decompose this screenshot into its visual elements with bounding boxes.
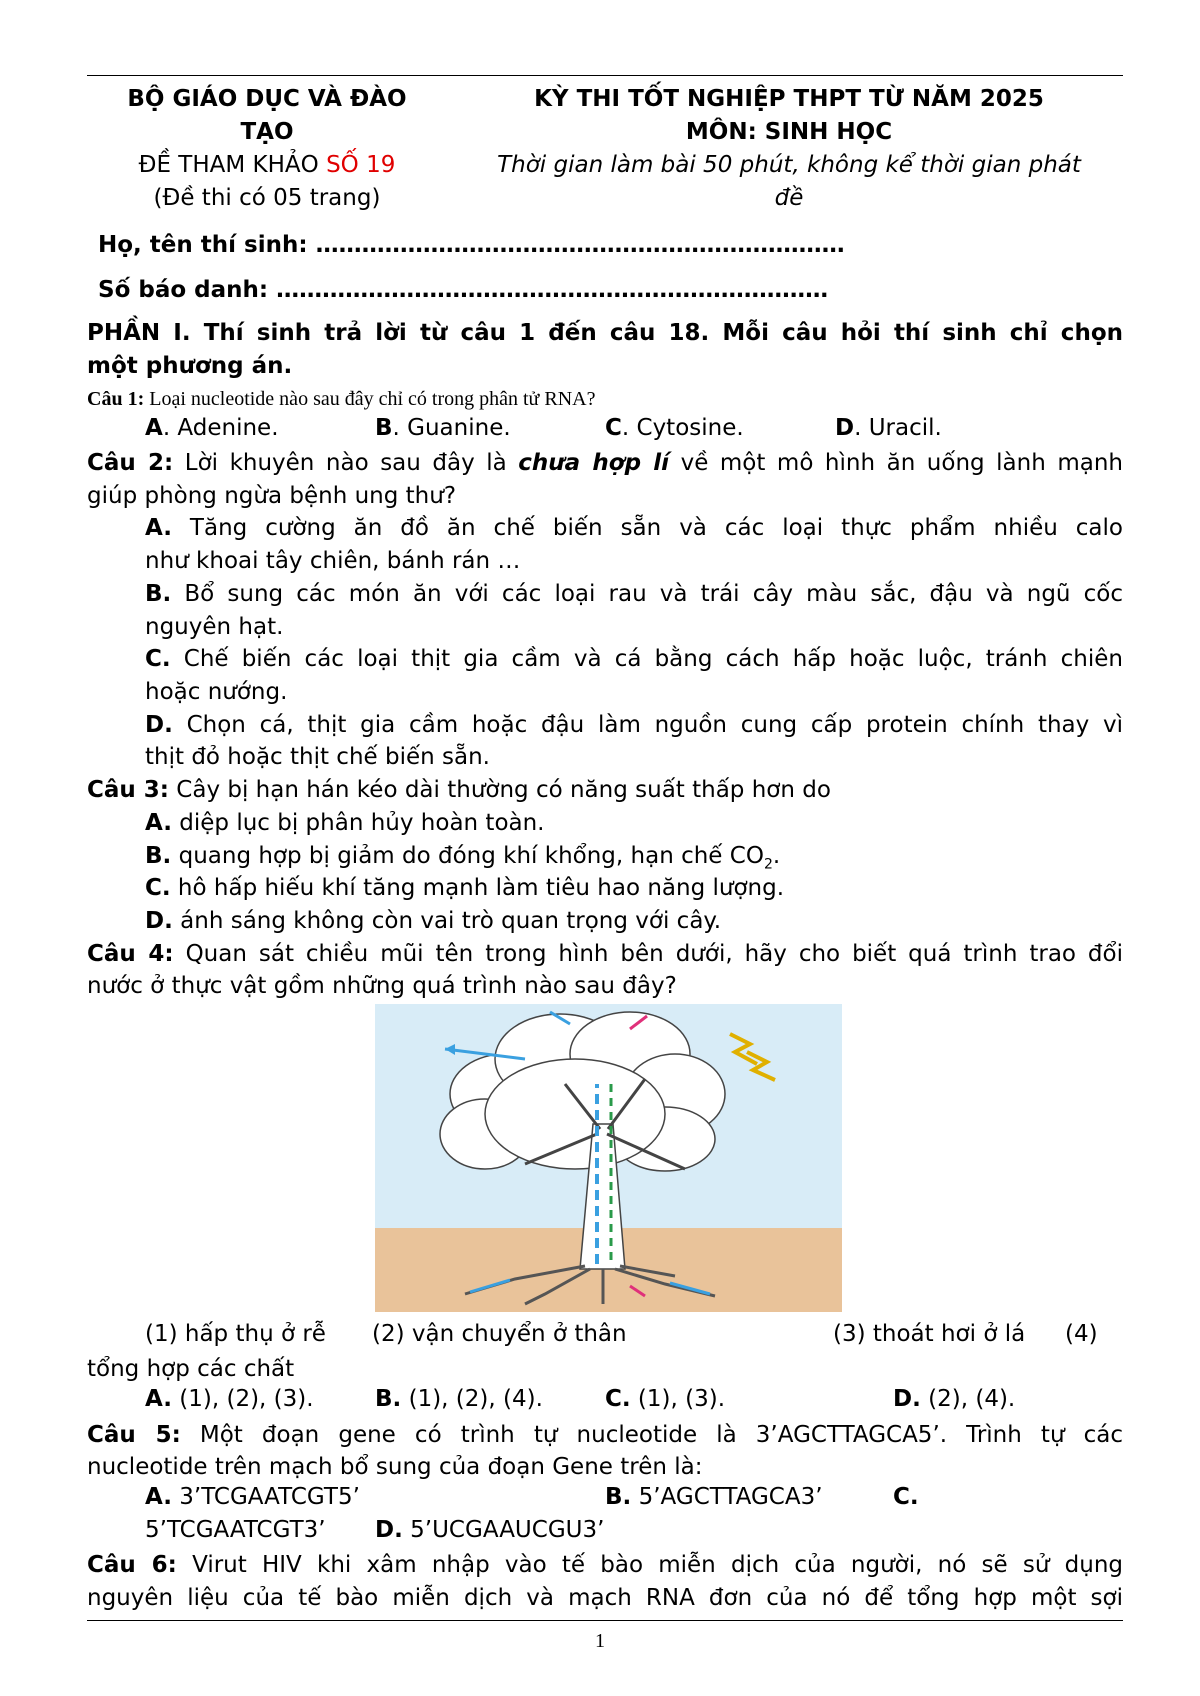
q4-process-1: (1) hấp thụ ở rễ xyxy=(145,1321,326,1347)
q2-option-d-line1 xyxy=(145,709,1123,742)
q5-option-c-letter: C. xyxy=(893,1484,919,1510)
question-2-line1 xyxy=(87,447,1123,480)
part1-heading-line1: PHẦN I. Thí sinh trả lời từ câu 1 đến câu 18. Mỗi câu hỏi thí sinh chỉ chọn xyxy=(87,320,1123,346)
candidate-id-field xyxy=(98,277,828,303)
q2-label: Câu 2: xyxy=(87,450,174,476)
question-6-line2: nguyên liệu của tế bào miễn dịch và mạch RNA đơn của nó để tổng hợp một sợi xyxy=(87,1585,1123,1611)
q2-d-letter: D. xyxy=(145,712,173,738)
q1-option-b xyxy=(375,415,511,441)
q5-b-text: 5’AGCTTAGCA3’ xyxy=(631,1484,823,1510)
q5-option-d xyxy=(375,1517,604,1543)
q4-b-letter: B. xyxy=(375,1386,402,1412)
q5-label: Câu 5: xyxy=(87,1422,181,1448)
question-2-line2: giúp phòng ngừa bệnh ung thư? xyxy=(87,483,457,509)
q1-b-text: . Guanine. xyxy=(392,415,511,441)
q3-d-letter: D. xyxy=(145,908,173,934)
q5-option-a xyxy=(145,1484,360,1510)
q3-option-d xyxy=(145,905,1123,938)
exam-code-prefix: ĐỀ THAM KHẢO xyxy=(138,152,327,178)
q1-option-a xyxy=(145,415,279,441)
candidate-name-label: Họ, tên thí sinh: xyxy=(98,232,316,258)
q3-b-subscript: 2 xyxy=(763,856,773,873)
q3-b-text: quang hợp bị giảm do đóng khí khổng, hạn chế CO xyxy=(171,843,764,869)
candidate-name-dots: …………………………………………………………… xyxy=(315,232,845,258)
q1-a-letter: A xyxy=(145,415,163,441)
q2-option-a-line2: như khoai tây chiên, bánh rán … xyxy=(145,548,521,574)
part1-heading-line2: một phương án. xyxy=(87,353,293,379)
q2-b-letter: B. xyxy=(145,581,172,607)
q5-d-text: 5’UCGAAUCGU3’ xyxy=(402,1517,605,1543)
q2-option-b-line2: nguyên hạt. xyxy=(145,614,284,640)
time-note-line1: Thời gian làm bài 50 phút, không kể thời gian phát xyxy=(497,152,1081,178)
top-rule xyxy=(87,75,1123,76)
q5-option-c-text: 5’TCGAATCGT3’ xyxy=(145,1517,326,1543)
q4-c-letter: C. xyxy=(605,1386,631,1412)
q2-option-c-line1 xyxy=(145,643,1123,676)
q1-a-text: . Adenine. xyxy=(162,415,279,441)
exam-title: KỲ THI TỐT NGHIỆP THPT TỪ NĂM 2025 xyxy=(534,86,1044,112)
q1-c-letter: C xyxy=(605,415,622,441)
q6-text: Virut HIV khi xâm nhập vào tế bào miễn dịch của người, nó sẽ sử dụng xyxy=(176,1552,1123,1578)
q4-a-letter: A. xyxy=(145,1386,172,1412)
q2-d-text: Chọn cá, thịt gia cầm hoặc đậu làm nguồn cung cấp protein chính thay vì xyxy=(172,712,1123,738)
candidate-id-label: Số báo danh: xyxy=(98,277,277,303)
bottom-rule xyxy=(87,1620,1123,1621)
q3-option-c xyxy=(145,872,1123,905)
q1-d-letter: D xyxy=(835,415,855,441)
q3-c-text: hô hấp hiếu khí tăng mạnh làm tiêu hao năng lượng. xyxy=(170,875,785,901)
q2-c-text: Chế biến các loại thịt gia cầm và cá bằng cách hấp hoặc luộc, tránh chiên xyxy=(170,646,1123,672)
q3-a-letter: A. xyxy=(145,810,172,836)
tree-water-exchange-illustration xyxy=(375,1004,842,1312)
q3-b-end: . xyxy=(772,843,781,869)
q1-label: Câu 1: xyxy=(87,388,145,410)
q5-d-letter: D. xyxy=(375,1517,403,1543)
q3-d-text: ánh sáng không còn vai trò quan trọng với cây. xyxy=(172,908,722,934)
q4-process-4-text: tổng hợp các chất xyxy=(87,1356,295,1382)
q4-label: Câu 4: xyxy=(87,941,174,967)
q3-c-letter: C. xyxy=(145,875,171,901)
q1-option-d xyxy=(835,415,942,441)
q2-b-text: Bổ sung các món ăn với các loại rau và trái cây màu sắc, đậu và ngũ cốc xyxy=(171,581,1123,607)
candidate-name-field xyxy=(98,232,845,258)
q1-b-letter: B xyxy=(375,415,393,441)
q1-text: Loại nucleotide nào sau đây chỉ có trong phân tử RNA? xyxy=(144,388,596,410)
question-4-line1 xyxy=(87,938,1123,971)
q5-b-letter: B. xyxy=(605,1484,632,1510)
question-3 xyxy=(87,774,1123,807)
q3-b-letter: B. xyxy=(145,843,172,869)
q5-a-text: 3’TCGAATCGT5’ xyxy=(171,1484,360,1510)
q4-c-text: (1), (3). xyxy=(630,1386,726,1412)
q4-a-text: (1), (2), (3). xyxy=(171,1386,314,1412)
time-note-line2: đề xyxy=(774,185,804,211)
q2-option-d-line2: thịt đỏ hoặc thịt chế biến sẵn. xyxy=(145,744,490,770)
ministry-name-line1: BỘ GIÁO DỤC VÀ ĐÀO xyxy=(127,86,407,112)
question-5-line1 xyxy=(87,1419,1123,1452)
q4-option-c xyxy=(605,1386,725,1412)
q4-d-letter: D. xyxy=(893,1386,921,1412)
q2-a-letter: A. xyxy=(145,515,172,541)
q3-option-a xyxy=(145,807,1123,840)
exam-code xyxy=(87,152,447,178)
q5-option-b xyxy=(605,1484,823,1510)
q2-option-c-line2: hoặc nướng. xyxy=(145,679,288,705)
q1-d-text: . Uracil. xyxy=(854,415,942,441)
q4-process-3: (3) thoát hơi ở lá xyxy=(833,1321,1026,1347)
page-count-note: (Đề thi có 05 trang) xyxy=(153,185,381,211)
q3-a-text: diệp lục bị phân hủy hoàn toàn. xyxy=(171,810,545,836)
page-number: 1 xyxy=(595,1630,605,1652)
q2-c-letter: C. xyxy=(145,646,171,672)
q2-emphasis: chưa hợp lí xyxy=(518,450,670,476)
q4-process-4: (4) xyxy=(1065,1321,1098,1347)
q4-text: Quan sát chiều mũi tên trong hình bên dưới, hãy cho biết quá trình trao đổi xyxy=(173,941,1123,967)
question-1 xyxy=(87,383,1123,416)
q2-text-pre: Lời khuyên nào sau đây là xyxy=(173,450,519,476)
q2-text-post: về một mô hình ăn uống lành mạnh xyxy=(669,450,1123,476)
candidate-id-dots: ……………………………………………………………… xyxy=(276,277,829,303)
q4-d-text: (2), (4). xyxy=(920,1386,1016,1412)
q4-process-2: (2) vận chuyển ở thân xyxy=(372,1321,627,1347)
ministry-name-line2: TẠO xyxy=(240,119,294,145)
question-5-line2: nucleotide trên mạch bổ sung của đoạn Gene trên là: xyxy=(87,1454,703,1480)
q1-c-text: . Cytosine. xyxy=(621,415,744,441)
q3-text: Cây bị hạn hán kéo dài thường có năng suất thấp hơn do xyxy=(168,777,831,803)
q2-option-a-line1 xyxy=(145,512,1123,545)
q5-text: Một đoạn gene có trình tự nucleotide là 3’AGCTTAGCA5’. Trình tự các xyxy=(180,1422,1124,1448)
q1-option-c xyxy=(605,415,744,441)
q3-label: Câu 3: xyxy=(87,777,169,803)
q4-option-b xyxy=(375,1386,543,1412)
q2-a-text: Tăng cường ăn đồ ăn chế biến sẵn và các loại thực phẩm nhiều calo xyxy=(171,515,1123,541)
exam-number: SỐ 19 xyxy=(326,152,396,178)
q4-b-text: (1), (2), (4). xyxy=(401,1386,543,1412)
q6-label: Câu 6: xyxy=(87,1552,177,1578)
q4-option-a xyxy=(145,1386,314,1412)
q2-option-b-line1 xyxy=(145,578,1123,611)
q4-option-d xyxy=(893,1386,1015,1412)
subject-title: MÔN: SINH HỌC xyxy=(685,119,893,145)
question-6-line1 xyxy=(87,1549,1123,1582)
question-4-line2: nước ở thực vật gồm những quá trình nào sau đây? xyxy=(87,973,677,999)
q5-a-letter: A. xyxy=(145,1484,172,1510)
